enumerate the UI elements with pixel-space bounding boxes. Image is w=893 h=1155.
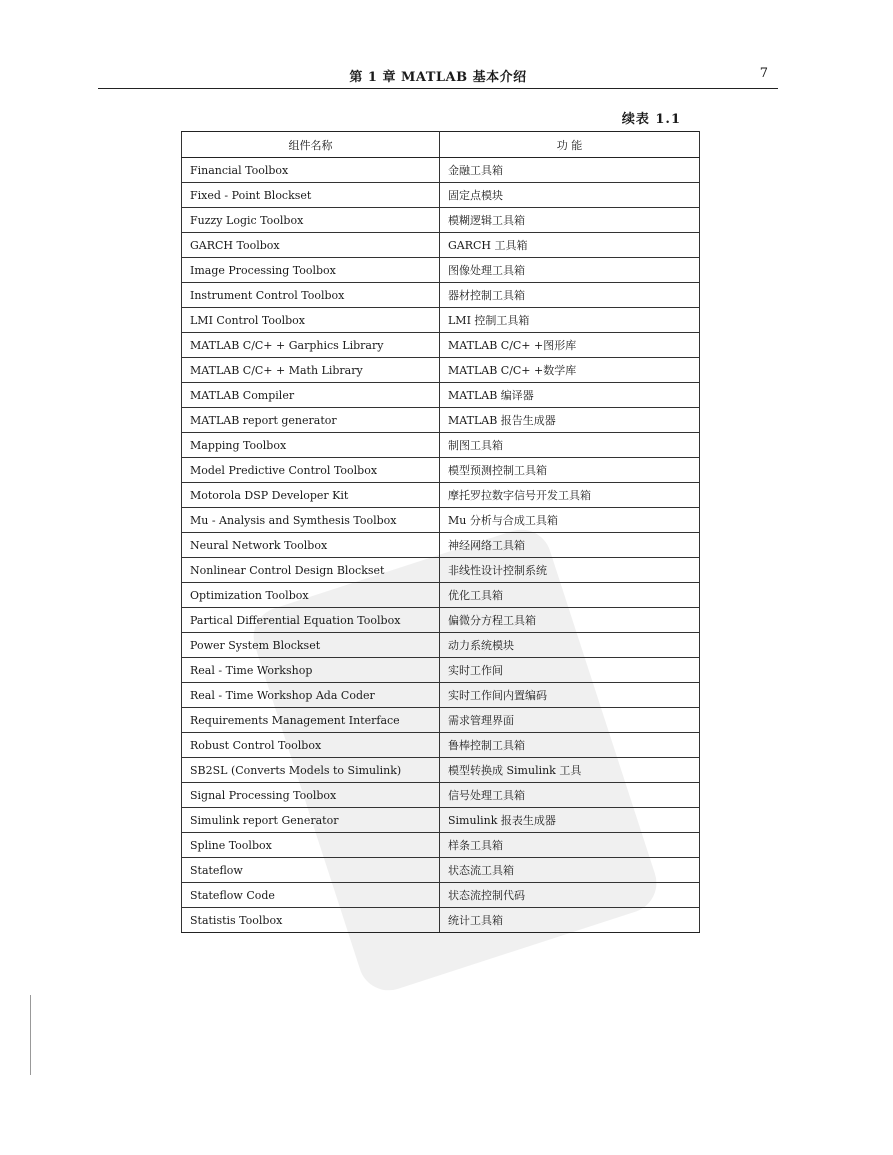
function-cell: 固定点模块 [440, 183, 700, 208]
function-cell: 统计工具箱 [440, 908, 700, 933]
function-cell: 样条工具箱 [440, 833, 700, 858]
running-head [98, 62, 778, 89]
component-name-cell: Requirements Management Interface [182, 708, 440, 733]
table-row [182, 733, 700, 758]
function-cell: 需求管理界面 [440, 708, 700, 733]
component-name-cell: MATLAB Compiler [182, 383, 440, 408]
function-cell: MATLAB 编译器 [440, 383, 700, 408]
component-name-cell: Partical Differential Equation Toolbox [182, 608, 440, 633]
function-cell: 非线性设计控制系统 [440, 558, 700, 583]
function-cell: 信号处理工具箱 [440, 783, 700, 808]
table-row [182, 908, 700, 933]
table-row [182, 283, 700, 308]
components-table [181, 131, 700, 933]
table-header-row [182, 132, 700, 158]
table-row [182, 808, 700, 833]
table-row [182, 358, 700, 383]
component-name-cell: Fuzzy Logic Toolbox [182, 208, 440, 233]
function-cell: 神经网络工具箱 [440, 533, 700, 558]
function-cell: 模糊逻辑工具箱 [440, 208, 700, 233]
table-row [182, 183, 700, 208]
function-cell: GARCH 工具箱 [440, 233, 700, 258]
component-name-cell: Image Processing Toolbox [182, 258, 440, 283]
table-row [182, 558, 700, 583]
component-name-cell: Statistis Toolbox [182, 908, 440, 933]
component-name-cell: Real - Time Workshop [182, 658, 440, 683]
function-cell: MATLAB C/C+ +图形库 [440, 333, 700, 358]
component-name-cell: Neural Network Toolbox [182, 533, 440, 558]
function-cell: 制图工具箱 [440, 433, 700, 458]
component-name-cell: Mu - Analysis and Symthesis Toolbox [182, 508, 440, 533]
component-name-cell: Motorola DSP Developer Kit [182, 483, 440, 508]
function-cell: 模型转换成 Simulink 工具 [440, 758, 700, 783]
function-cell: 鲁棒控制工具箱 [440, 733, 700, 758]
margin-rule [30, 995, 31, 1075]
table-row [182, 883, 700, 908]
function-cell: 金融工具箱 [440, 158, 700, 183]
function-cell: MATLAB C/C+ +数学库 [440, 358, 700, 383]
function-cell: 偏微分方程工具箱 [440, 608, 700, 633]
component-name-cell: Simulink report Generator [182, 808, 440, 833]
table-row [182, 433, 700, 458]
component-name-cell: Real - Time Workshop Ada Coder [182, 683, 440, 708]
component-name-cell: Instrument Control Toolbox [182, 283, 440, 308]
table-row [182, 308, 700, 333]
table-row [182, 158, 700, 183]
component-name-cell: SB2SL (Converts Models to Simulink) [182, 758, 440, 783]
function-cell: Mu 分析与合成工具箱 [440, 508, 700, 533]
function-cell: 实时工作间内置编码 [440, 683, 700, 708]
function-cell: MATLAB 报告生成器 [440, 408, 700, 433]
table-row [182, 208, 700, 233]
component-name-cell: Stateflow Code [182, 883, 440, 908]
function-cell: LMI 控制工具箱 [440, 308, 700, 333]
component-name-cell: LMI Control Toolbox [182, 308, 440, 333]
component-name-cell: Nonlinear Control Design Blockset [182, 558, 440, 583]
component-name-cell: Power System Blockset [182, 633, 440, 658]
table-row [182, 408, 700, 433]
component-name-cell: MATLAB report generator [182, 408, 440, 433]
table-row [182, 533, 700, 558]
component-name-cell: Financial Toolbox [182, 158, 440, 183]
function-cell: 实时工作间 [440, 658, 700, 683]
table-row [182, 683, 700, 708]
component-name-cell: Signal Processing Toolbox [182, 783, 440, 808]
table-caption: 续表 1.1 [621, 112, 681, 127]
table-row [182, 608, 700, 633]
column-header-function: 功 能 [440, 132, 700, 158]
component-name-cell: MATLAB C/C+ + Garphics Library [182, 333, 440, 358]
table-row [182, 233, 700, 258]
column-header-component-name: 组件名称 [182, 132, 440, 158]
component-name-cell: Mapping Toolbox [182, 433, 440, 458]
table-body [182, 158, 700, 933]
function-cell: Simulink 报表生成器 [440, 808, 700, 833]
function-cell: 动力系统模块 [440, 633, 700, 658]
function-cell: 优化工具箱 [440, 583, 700, 608]
component-name-cell: MATLAB C/C+ + Math Library [182, 358, 440, 383]
table-row [182, 333, 700, 358]
table-row [182, 583, 700, 608]
component-name-cell: Fixed - Point Blockset [182, 183, 440, 208]
table-row [182, 658, 700, 683]
function-cell: 模型预测控制工具箱 [440, 458, 700, 483]
component-name-cell: GARCH Toolbox [182, 233, 440, 258]
table-row [182, 708, 700, 733]
table-row [182, 833, 700, 858]
table-row [182, 508, 700, 533]
chapter-title: 第 1 章 MATLAB 基本介绍 [349, 70, 527, 85]
component-name-cell: Model Predictive Control Toolbox [182, 458, 440, 483]
table-row [182, 858, 700, 883]
function-cell: 器材控制工具箱 [440, 283, 700, 308]
component-name-cell: Spline Toolbox [182, 833, 440, 858]
component-name-cell: Stateflow [182, 858, 440, 883]
function-cell: 摩托罗拉数字信号开发工具箱 [440, 483, 700, 508]
table-row [182, 458, 700, 483]
function-cell: 状态流工具箱 [440, 858, 700, 883]
function-cell: 状态流控制代码 [440, 883, 700, 908]
table-row [182, 383, 700, 408]
table-row [182, 783, 700, 808]
component-name-cell: Robust Control Toolbox [182, 733, 440, 758]
table-row [182, 258, 700, 283]
component-name-cell: Optimization Toolbox [182, 583, 440, 608]
function-cell: 图像处理工具箱 [440, 258, 700, 283]
page-number: 7 [759, 66, 768, 81]
table-row [182, 758, 700, 783]
table-row [182, 633, 700, 658]
table-row [182, 483, 700, 508]
